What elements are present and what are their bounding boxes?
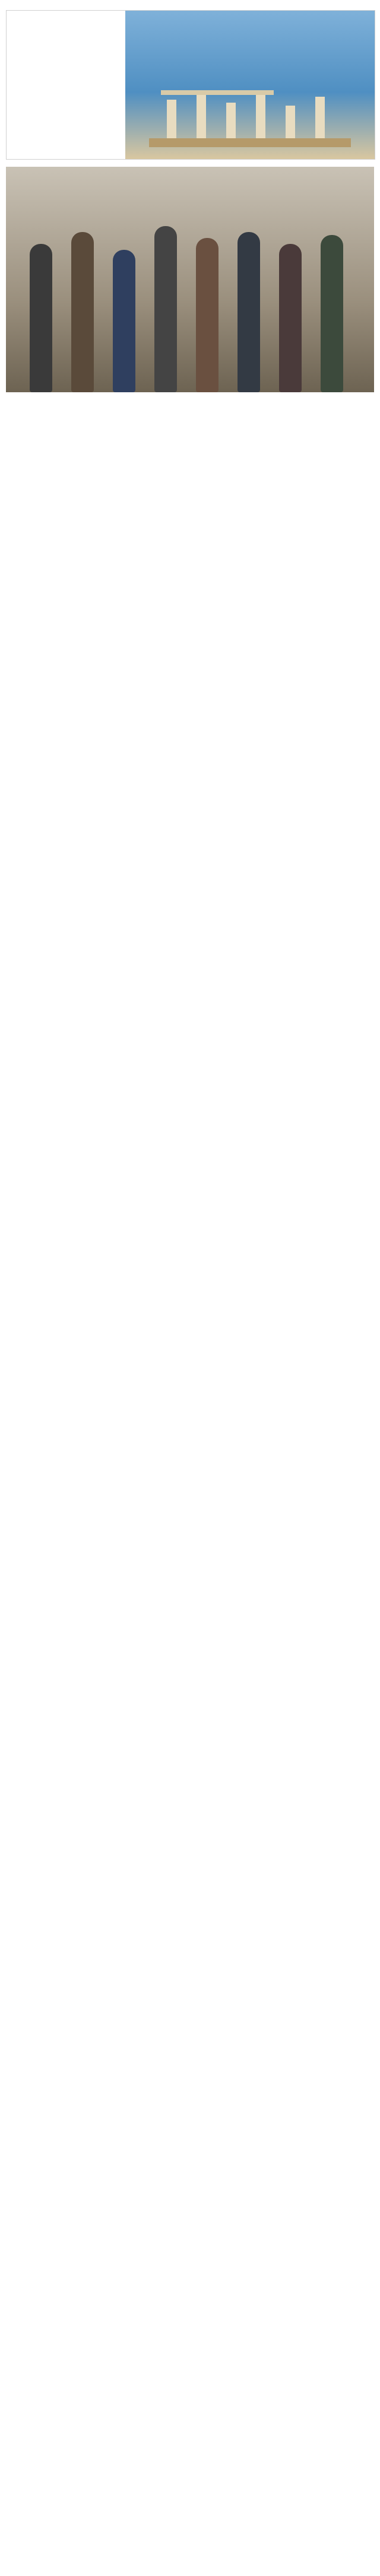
person-figure — [238, 232, 260, 392]
group-photo — [6, 167, 374, 392]
event-poster — [6, 10, 375, 160]
ruins-illustration-icon — [149, 82, 351, 147]
person-figure — [154, 226, 177, 392]
poster-left-panel — [7, 11, 125, 159]
person-figure — [279, 244, 302, 392]
person-figure — [321, 235, 343, 392]
poster-image-panel — [125, 11, 375, 159]
person-figure — [30, 244, 52, 392]
person-figure — [196, 238, 218, 392]
person-figure — [113, 250, 135, 392]
person-figure — [71, 232, 94, 392]
